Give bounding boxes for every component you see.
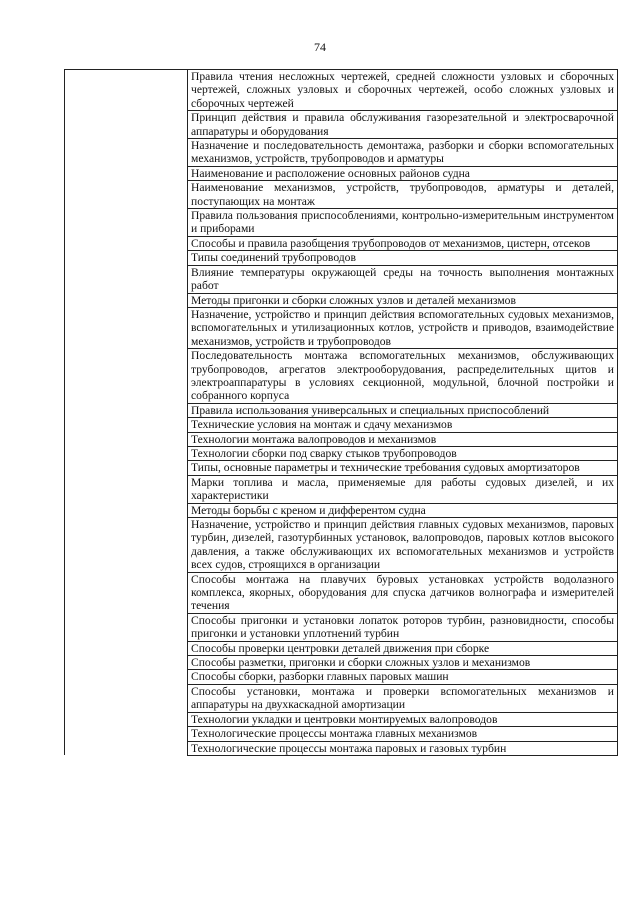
page-number: 74 [314,40,326,54]
knowledge-table-body [65,70,618,756]
table-cell: Назначение, устройство и принцип действия главных судовых механизмов, паровых турбин, дизелей, газотурбинных установок, валопроводов, паровых котлов высокого давления, а также обслуживающих их вспомогательных механизмов и устройств всех судов, строящихся в организации [188,518,618,573]
table-cell: Типы, основные параметры и технические требования судовых амортизаторов [188,461,618,475]
table-cell: Технические условия на монтаж и сдачу механизмов [188,418,618,432]
table-cell: Правила использования универсальных и специальных приспособлений [188,403,618,417]
table-cell: Назначение, устройство и принцип действия вспомогательных судовых механизмов, вспомогательных и утилизационных котлов, устройств и приводов, взаимодействие механизмов, устройств и трубопроводов [188,307,618,348]
table-cell: Правила чтения несложных чертежей, средней сложности узловых и сборочных чертежей, сложных узловых и сборочных чертежей, особо сложных узловых и сборочных чертежей [188,70,618,111]
table-cell: Марки топлива и масла, применяемые для работы судовых дизелей, и их характеристики [188,475,618,503]
table-cell: Технологические процессы монтажа паровых и газовых турбин [188,741,618,755]
table-cell: Технологические процессы монтажа главных механизмов [188,727,618,741]
table-cell: Технологии укладки и центровки монтируемых валопроводов [188,712,618,726]
knowledge-table [64,69,618,756]
table-cell: Технологии сборки под сварку стыков трубопроводов [188,446,618,460]
table-cell: Способы и правила разобщения трубопроводов от механизмов, цистерн, отсеков [188,236,618,250]
table-cell: Последовательность монтажа вспомогательных механизмов, обслуживающих трубопроводов, агрегатов электрооборудования, распределительных щитов и электроаппаратуры в условиях секционной, модульной, блочной постройки и собранного корпуса [188,349,618,404]
table-cell: Принцип действия и правила обслуживания газорезательной и электросварочной аппаратуры и оборудования [188,111,618,139]
table-cell: Способы установки, монтажа и проверки вспомогательных механизмов и аппаратуры на двухкаскадной амортизации [188,684,618,712]
table-cell: Правила пользования приспособлениями, контрольно-измерительным инструментом и приборами [188,209,618,237]
table-cell: Методы борьбы с креном и дифферентом судна [188,503,618,517]
table-cell: Методы пригонки и сборки сложных узлов и деталей механизмов [188,293,618,307]
table-cell: Типы соединений трубопроводов [188,251,618,265]
left-column-cell [65,70,188,756]
table-cell: Технологии монтажа валопроводов и механизмов [188,432,618,446]
table-cell: Способы сборки, разборки главных паровых машин [188,670,618,684]
table-row [65,70,618,111]
table-cell: Наименование механизмов, устройств, трубопроводов, арматуры и деталей, поступающих на монтаж [188,181,618,209]
table-cell: Способы проверки центровки деталей движения при сборке [188,641,618,655]
table-cell: Назначение и последовательность демонтажа, разборки и сборки вспомогательных механизмов, устройств, трубопроводов и арматуры [188,139,618,167]
table-cell: Способы монтажа на плавучих буровых установках устройств водолазного комплекса, якорных, оборудования для спуска датчиков волнографа и измерителей течения [188,572,618,613]
table-cell: Наименование и расположение основных районов судна [188,166,618,180]
table-cell: Влияние температуры окружающей среды на точность выполнения монтажных работ [188,265,618,293]
table-cell: Способы разметки, пригонки и сборки сложных узлов и механизмов [188,656,618,670]
table-cell: Способы пригонки и установки лопаток роторов турбин, разновидности, способы пригонки и установки уплотнений турбин [188,613,618,641]
